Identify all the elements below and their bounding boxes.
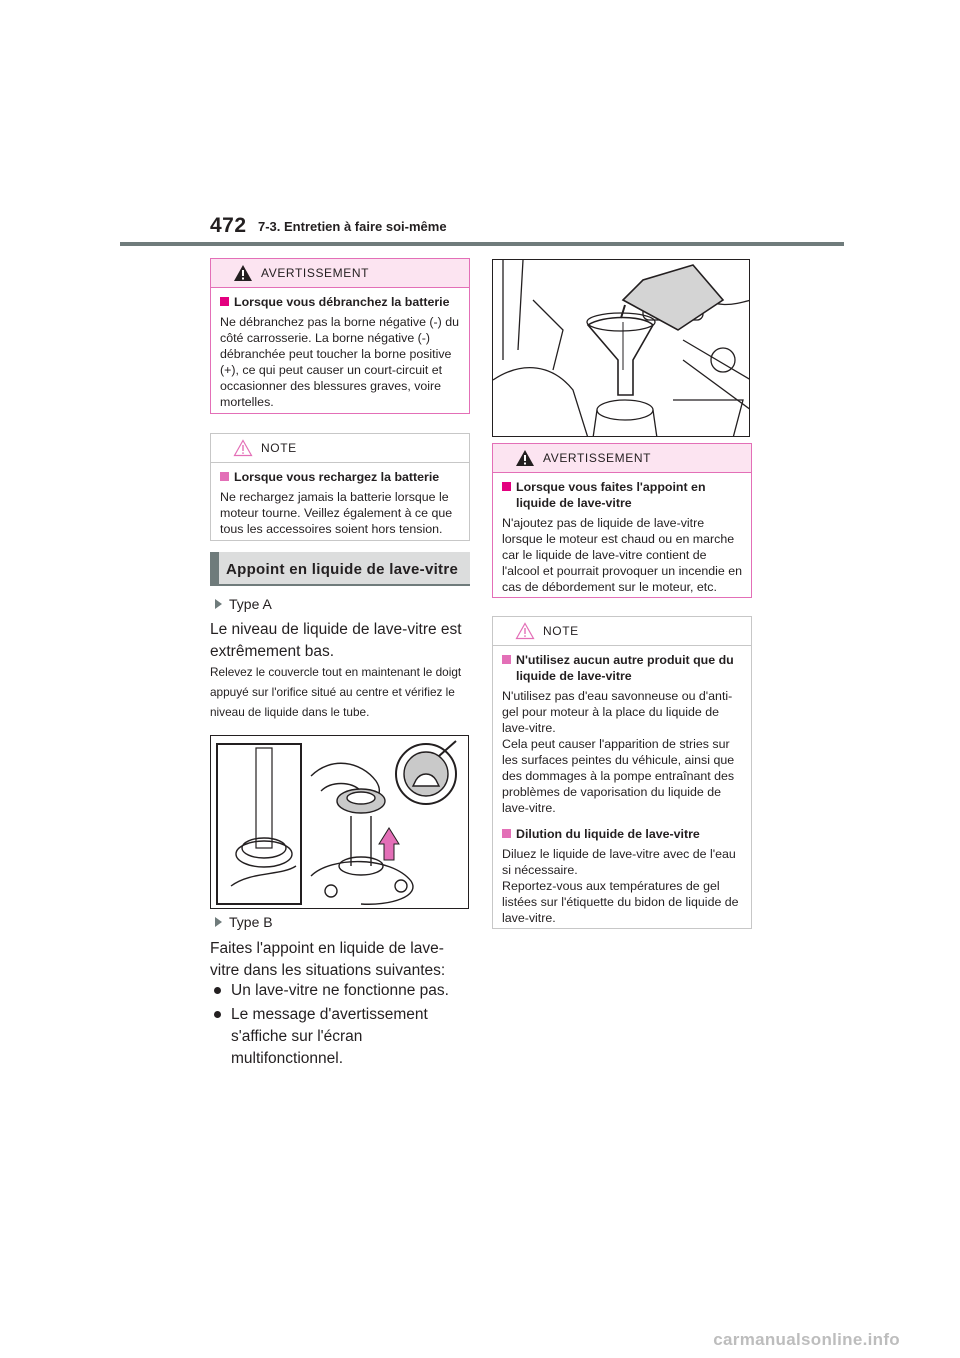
triangle-bullet-icon <box>215 917 222 927</box>
type-b-bullet-1: Un lave-vitre ne fonctionne pas. <box>210 980 474 1002</box>
warning-item-title: Lorsque vous débranchez la batterie <box>220 294 461 310</box>
section-heading: Appoint en liquide de lave-vitre <box>210 552 470 586</box>
warning-label: AVERTISSEMENT <box>543 451 652 465</box>
note-item-text: Diluez le liquide de lave-vitre avec de l'eau si nécessaire. <box>502 847 736 877</box>
warning-item-title: Lorsque vous faites l'appoint en liquide de lave-vitre <box>502 479 743 511</box>
note-item-text: Reportez-vous aux températures de gel listées sur l'étiquette du bidon de liquide de lave-vitre. <box>502 879 739 925</box>
note-box-header <box>493 617 751 646</box>
type-b-main-text: Faites l'appoint en liquide de lave-vitre dans les situations suivantes: <box>210 940 446 979</box>
note-item-text: Cela peut causer l'apparition de stries sur les surfaces peintes du véhicule, ainsi que des dommages à la pompe entraînant des problèmes de vaporisation du liquide de lave-vitre. <box>502 737 735 815</box>
warning-box-washer-fluid <box>492 443 752 598</box>
caution-triangle-icon <box>515 622 535 640</box>
note-label: NOTE <box>543 624 579 638</box>
warning-triangle-icon <box>515 449 535 467</box>
triangle-bullet-icon <box>215 599 222 609</box>
page-number: 472 <box>210 214 247 237</box>
bullet-dot <box>214 1011 221 1018</box>
note-item-text: Ne rechargez jamais la batterie lorsque le moteur tourne. Veillez également à ce que tous les accessoires soient hors tension. <box>220 490 453 536</box>
type-a-main-text: Le niveau de liquide de lave-vitre est extrêmement bas. <box>210 621 462 660</box>
warning-box-header <box>493 444 751 473</box>
section-title: 7-3. Entretien à faire soi-même <box>258 219 447 234</box>
type-b-label: Type B <box>215 914 273 930</box>
type-a-label: Type A <box>215 596 272 612</box>
warning-item-text: Ne débranchez pas la borne négative (-) du côté carrosserie. La borne négative (-) débranchée peut toucher la borne positive (+), ce qui peut causer un court-circuit et occasionner des blessures graves, voire mortelles. <box>220 315 460 409</box>
note-item-title: Dilution du liquide de lave-vitre <box>502 826 743 842</box>
warning-label: AVERTISSEMENT <box>261 266 370 280</box>
note-item-title: Lorsque vous rechargez la batterie <box>220 469 461 485</box>
warning-box-battery-disconnect <box>210 258 470 414</box>
warning-triangle-icon <box>233 264 253 282</box>
watermark: carmanualsonline.info <box>713 1330 900 1349</box>
note-label: NOTE <box>261 441 297 455</box>
caution-triangle-icon <box>233 439 253 457</box>
pouring-washer-fluid-illustration <box>492 259 750 437</box>
note-box-washer-fluid <box>492 616 752 929</box>
warning-item-text: N'ajoutez pas de liquide de lave-vitre lorsque le moteur est chaud ou en marche car le liquide de lave-vitre contient de l'alcool et pourrait provoquer un incendie en cas de débordement sur le moteur, etc. <box>502 516 743 594</box>
washer-reservoir-illustration <box>210 735 469 909</box>
note-box-header <box>211 434 469 463</box>
note-item-title: N'utilisez aucun autre produit que du liquide de lave-vitre <box>502 652 743 684</box>
type-b-bullet-2: Le message d'avertissement s'affiche sur l'écran multifonctionnel. <box>210 1004 474 1070</box>
type-a-detail-text: Relevez le couvercle tout en maintenant le doigt appuyé sur l'orifice situé au centre et vérifiez le niveau de liquide dans le tube. <box>210 665 462 719</box>
note-item-text: N'utilisez pas d'eau savonneuse ou d'anti-gel pour moteur à la place du liquide de lave-vitre. <box>502 689 733 735</box>
header-rule <box>120 242 844 246</box>
note-box-battery-charge <box>210 433 470 541</box>
warning-box-header <box>211 259 469 288</box>
bullet-dot <box>214 987 221 994</box>
up-arrow-icon <box>379 828 399 860</box>
